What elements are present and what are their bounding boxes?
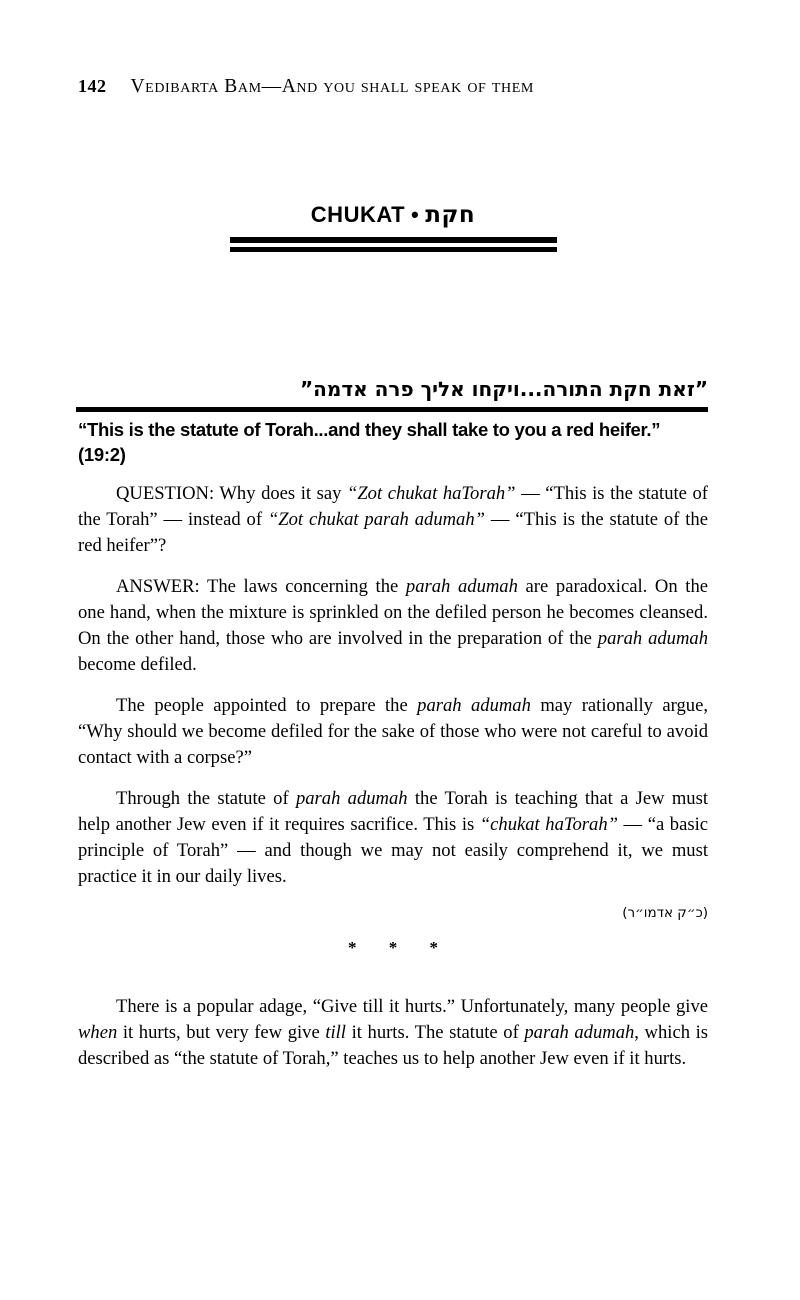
parsha-title-english: CHUKAT — [310, 202, 406, 227]
paragraph-answer: ANSWER: The laws concerning the parah adumah are paradoxical. On the one hand, when the mixture is sprinkled on the defiled person he becomes cleansed. On the other hand, those who are involved in the preparation of the parah adumah become defiled. — [78, 576, 709, 675]
paragraph-body: Through the statute of parah adumah the Torah is teaching that a Jew must help another Jew even if it requires sacrifice. This is “chukat haTorah” — “a basic principle of Torah” — and though we may not easily comprehend it, we must practice it in our daily lives. — [78, 788, 709, 887]
book-title: Vedibarta Bam—And you shall speak of them — [130, 76, 534, 97]
verse-heading-hebrew: ”זאת חקת התורה...ויקחו אליך פרה אדמה” — [300, 377, 708, 401]
body-text — [78, 481, 708, 1087]
double-rule-top-line — [230, 237, 557, 243]
parsha-title-hebrew: חקת — [425, 202, 476, 228]
paragraph-body: The people appointed to prepare the parah adumah may rationally argue, “Why should we become defiled for the sake of those who were not careful to avoid contact with a corpse?” — [78, 695, 708, 768]
title-bullet-separator: • — [411, 202, 420, 227]
verse-heading-english: “This is the statute of Torah...and they shall take to you a red heifer.” (19:2) — [78, 419, 661, 465]
double-rule-divider — [230, 237, 557, 252]
section-separator-stars: * * * — [348, 938, 452, 957]
double-rule-bottom-line — [230, 247, 557, 252]
verse-divider-rule — [76, 407, 708, 412]
paragraph-question: QUESTION: Why does it say “Zot chukat haTorah” — “This is the statute of the Torah” — instead of “Zot chukat parah adumah” — “This is the statute of the red heifer”? — [78, 483, 708, 556]
paragraph-body: There is a popular adage, “Give till it hurts.” Unfortunately, many people give when it hurts, but very few give till it hurts. The statute of parah adumah, which is described as “the statute of Torah,” teaches us to help another Jew even if it hurts. — [78, 996, 708, 1069]
running-header — [78, 76, 718, 98]
source-attribution: (כ״ק אדמו״ר) — [622, 905, 708, 921]
parsha-title — [78, 202, 708, 228]
page-number: 142 — [78, 76, 107, 96]
parsha-title-block — [78, 202, 708, 252]
